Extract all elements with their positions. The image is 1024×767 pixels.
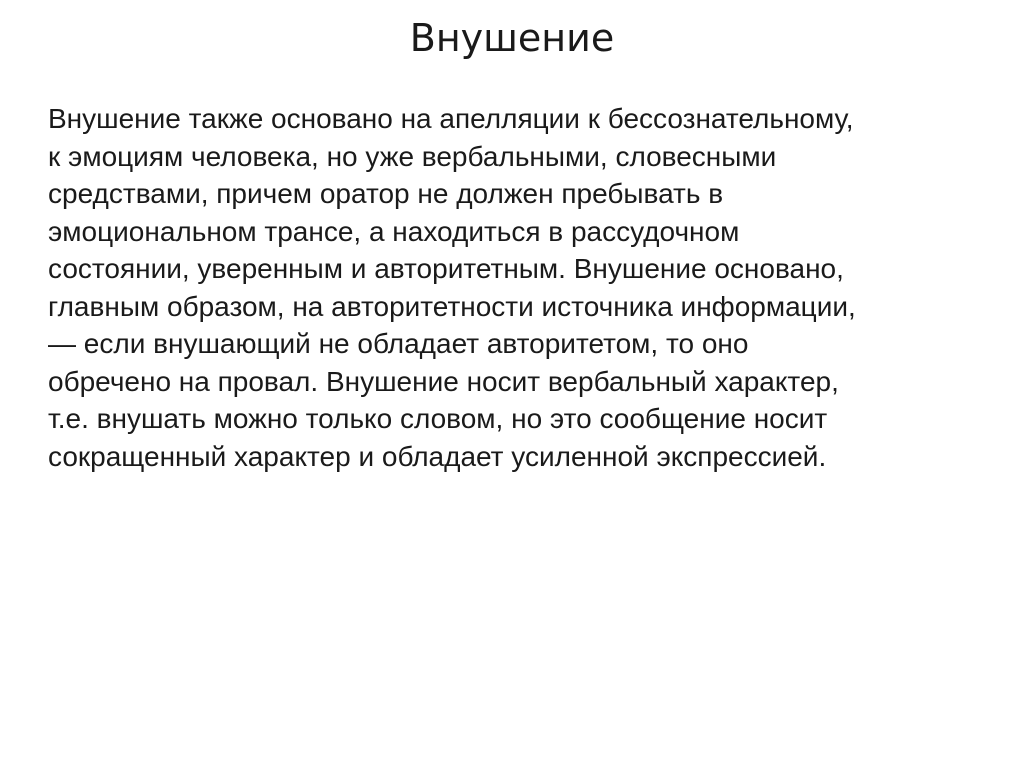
paragraph-line: обречено на провал. Внушение носит вербальный характер,	[48, 365, 839, 397]
paragraph-line: средствами, причем оратор не должен пребывать в	[48, 178, 724, 209]
paragraph-line: к эмоциям человека, но уже вербальными, словесными	[48, 140, 777, 172]
paragraph-line: сокращенный характер и обладает усиленной экспрессией.	[48, 440, 827, 472]
paragraph-line: состоянии, уверенным и авторитетным. Внушение основано,	[48, 253, 844, 284]
paragraph-line: — если внушающий не обладает авторитетом, то оно	[48, 328, 749, 359]
paragraph-line: Внушение также основано на апелляции к бессознательному,	[48, 103, 854, 134]
slide-title: Внушение	[409, 16, 615, 60]
paragraph-line: эмоциональном трансе, а находиться в рассудочном	[48, 215, 740, 247]
paragraph-line: главным образом, на авторитетности источника информации,	[48, 290, 856, 322]
body-paragraph	[48, 100, 988, 475]
paragraph-line: т.е. внушать можно только словом, но это сообщение носит	[48, 403, 828, 434]
